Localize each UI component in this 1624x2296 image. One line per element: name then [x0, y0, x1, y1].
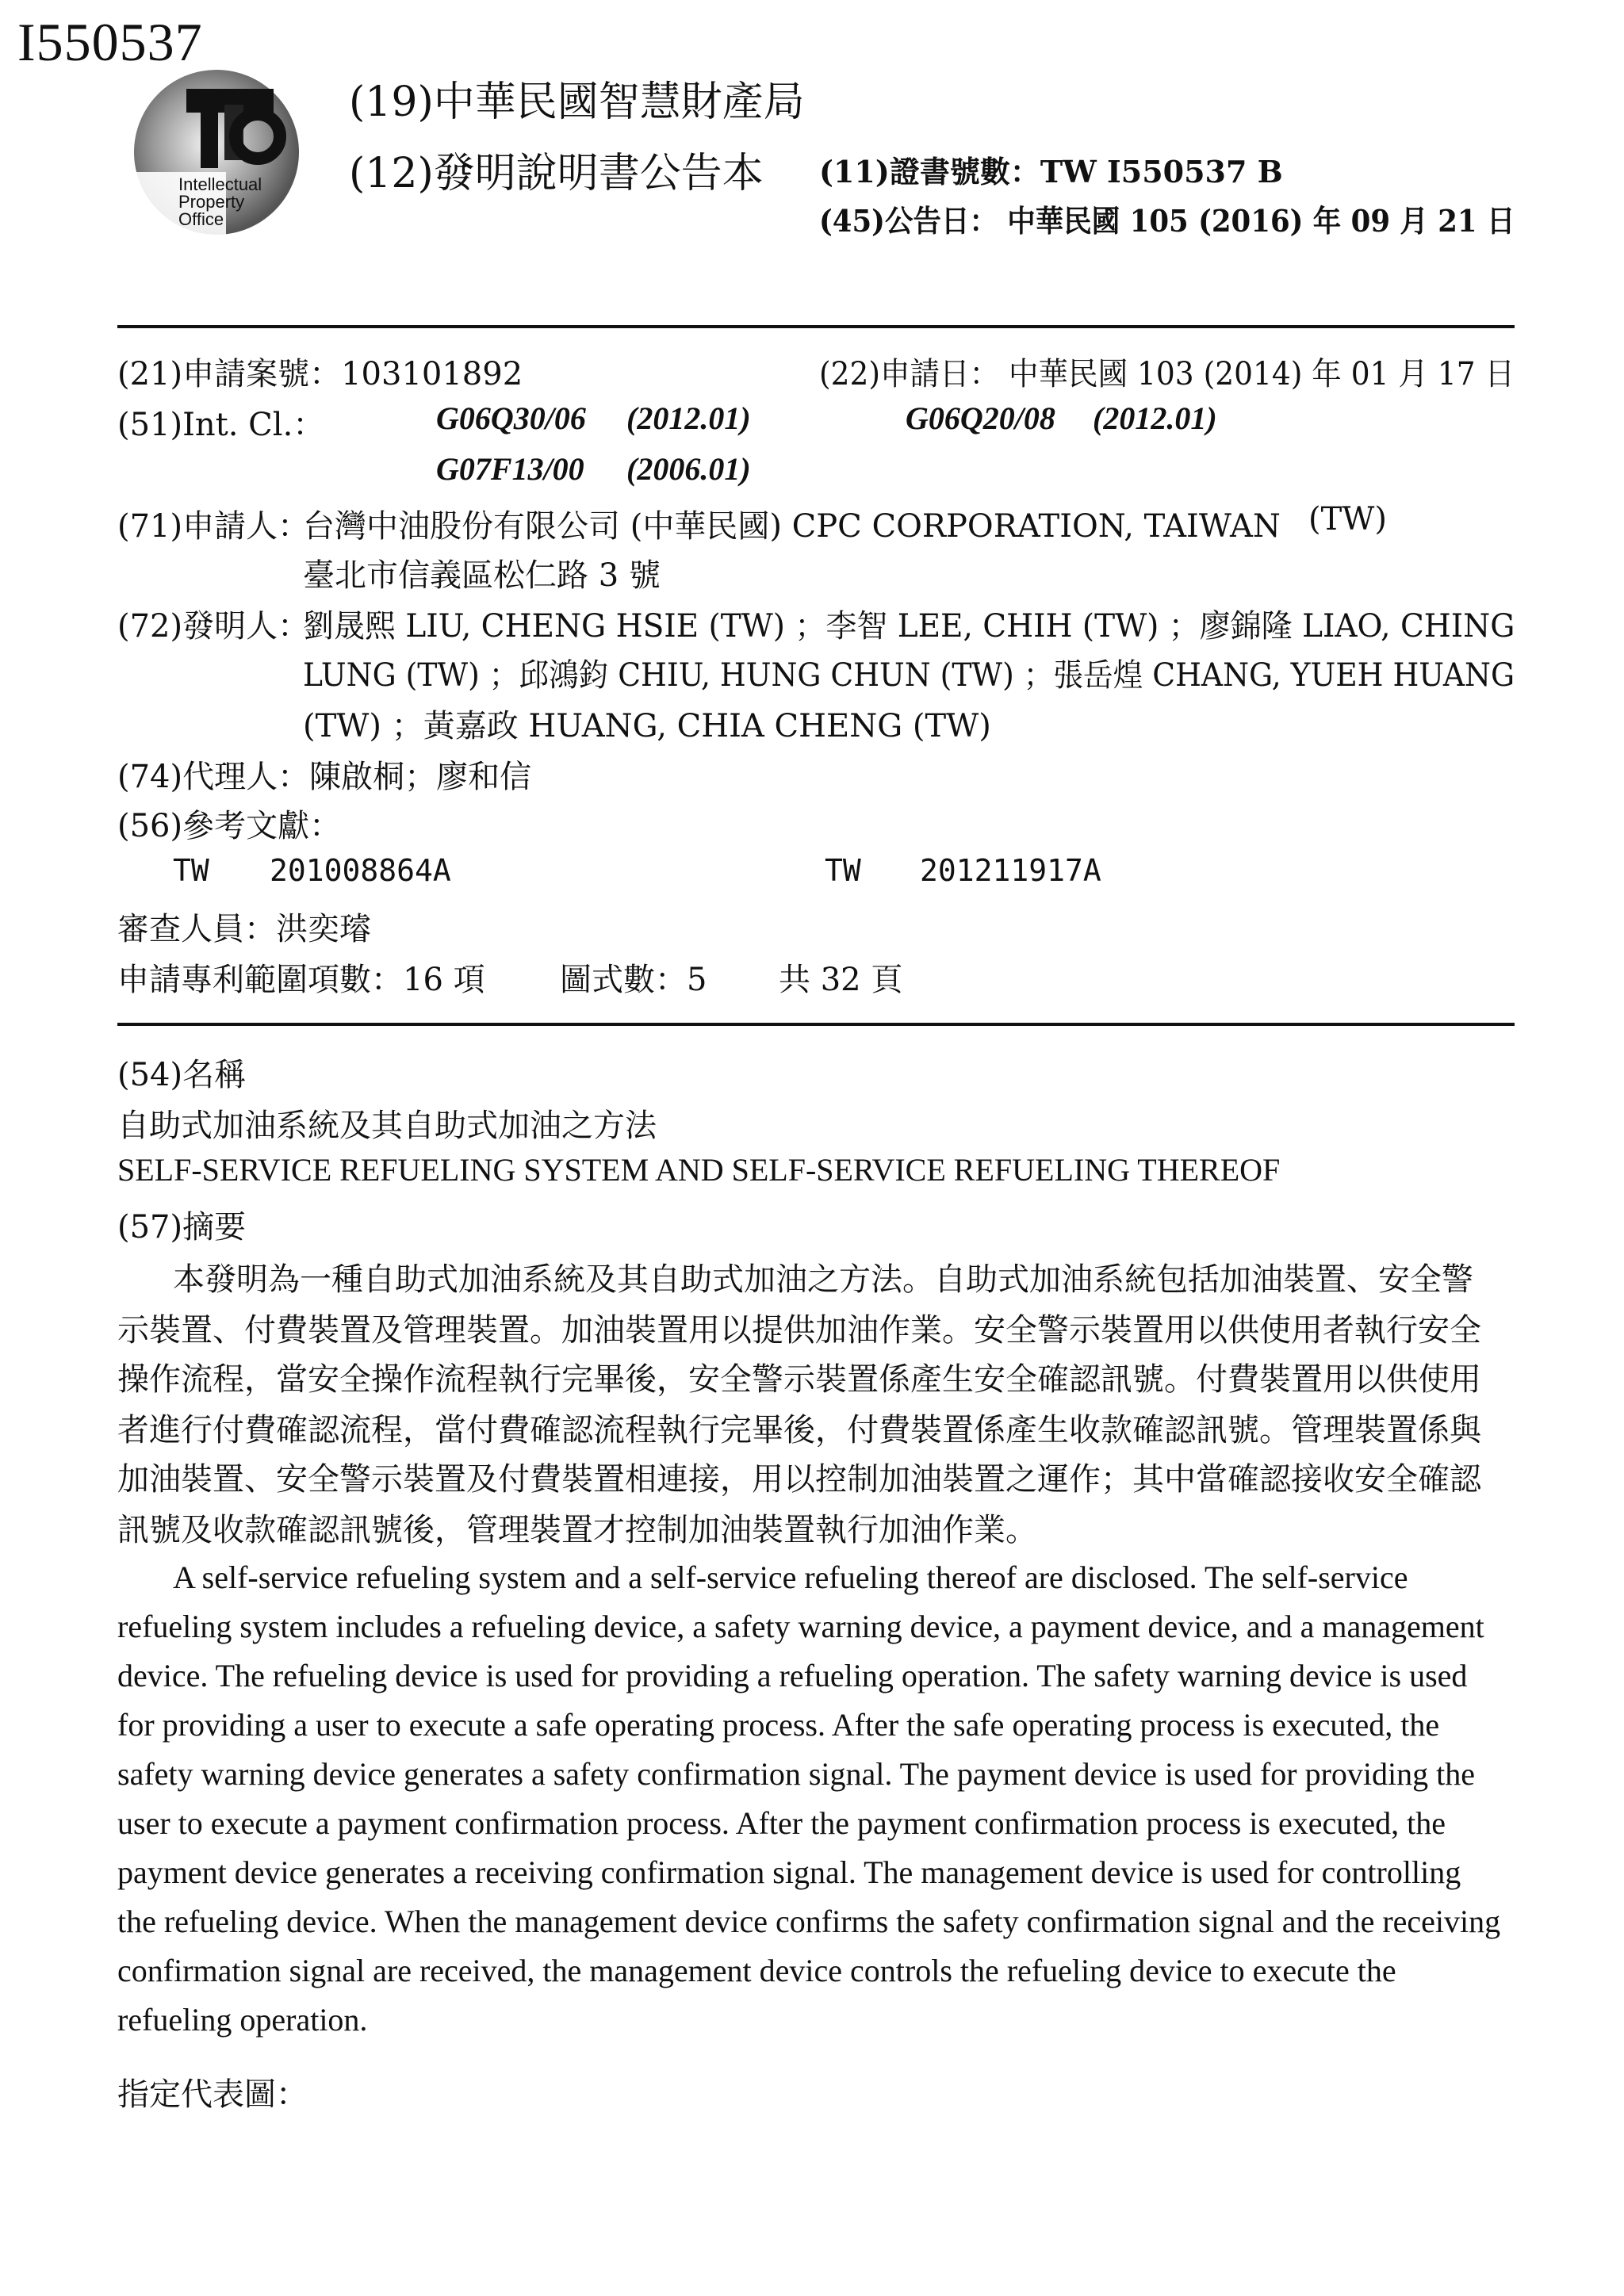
- reference-2-country: TW: [825, 853, 861, 888]
- abstract-zh-line-2: 示裝置、付費裝置及管理裝置。加油裝置用以提供加油作業。安全警示裝置用以供使用者執行安全: [117, 1312, 1481, 1349]
- logo-caption-line-1: Intellectual: [178, 174, 262, 194]
- title-english: SELF-SERVICE REFUELING SYSTEM AND SELF-SERVICE REFUELING THEREOF: [117, 1152, 1281, 1188]
- intcl-version-1: (2012.01): [626, 400, 751, 436]
- intcl-version-2: (2012.01): [1093, 400, 1217, 436]
- applicant-label: (71)申請人：: [117, 508, 310, 545]
- abstract-zh-line-5: 加油裝置、安全警示裝置及付費裝置相連接，用以控制加油裝置之運作；其中當確認接收安全確認: [117, 1461, 1481, 1498]
- abstract-en-line-3: device. The refueling device is used for providing a refueling operation. The safety warning device is used: [117, 1658, 1468, 1693]
- inventor-line-1: 劉晟熙 LIU, CHENG HSIE (TW) ；李智 LEE, CHIH (TW) ；廖錦隆 LIAO, CHING: [303, 608, 1515, 645]
- document-type: (12)發明說明書公告本: [349, 150, 764, 197]
- abstract-zh-line-4: 者進行付費確認流程，當付費確認流程執行完畢後，付費裝置係產生收款確認訊號。管理裝置係與: [117, 1412, 1481, 1448]
- abstract-label-text: (57)摘要: [117, 1209, 247, 1246]
- abstract-zh-line-1: 本發明為一種自助式加油系統及其自助式加油之方法。自助式加油系統包括加油裝置、安全警: [173, 1261, 1473, 1298]
- applicant-name: 台灣中油股份有限公司 (中華民國) CPC CORPORATION, TAIWAN: [303, 508, 1281, 545]
- abstract-en-line-5: safety warning device generates a safety confirmation signal. The payment device is used for providing the: [117, 1756, 1476, 1792]
- inventor-label: (72)發明人：: [117, 608, 310, 645]
- ipo-logo-emblem-icon: [131, 57, 313, 243]
- abstract-en-line-6: user to execute a payment confirmation process. After the payment confirmation process is executed, the: [117, 1805, 1446, 1841]
- abstract-en-line-1: A self-service refueling system and a self-service refueling thereof are disclosed. The self-service: [173, 1559, 1408, 1595]
- inventor-line-3: (TW) ；黃嘉政 HUANG, CHIA CHENG (TW): [303, 708, 991, 744]
- representative-figure-label: 指定代表圖：: [117, 2076, 308, 2113]
- abstract-en-line-8: the refueling device. When the management device confirms the safety confirmation signal and the receiving: [117, 1904, 1501, 1939]
- middle-divider: [117, 1023, 1515, 1026]
- ipo-logo: [131, 57, 313, 243]
- application-date: (22)申請日： 中華民國 103 (2014) 年 01 月 17 日: [819, 356, 1515, 392]
- certificate-number: (11)證書號數：TW I550537 B: [819, 154, 1283, 189]
- office-name: (19)中華民國智慧財產局: [349, 78, 805, 126]
- top-divider: [117, 325, 1515, 328]
- reference-1-country: TW: [173, 853, 209, 888]
- pages-count: 共 32 頁: [779, 962, 903, 998]
- abstract-en-line-10: refueling operation.: [117, 2002, 368, 2038]
- intcl-version-3: (2006.01): [626, 451, 751, 487]
- intcl-code-3: G07F13/00: [436, 451, 584, 487]
- abstract-en-line-2: refueling system includes a refueling device, a safety warning device, a payment device, and a management: [117, 1609, 1484, 1644]
- intcl-code-1: G06Q30/06: [436, 400, 586, 436]
- reference-1-number: 201008864A: [270, 853, 451, 888]
- agent: (74)代理人：陳啟桐；廖和信: [117, 759, 532, 795]
- reference-2-number: 201211917A: [920, 853, 1101, 888]
- references-label: (56)參考文獻：: [117, 808, 342, 844]
- abstract-en-line-9: confirmation signal are received, the management device controls the refueling device to execute the: [117, 1953, 1396, 1988]
- claims-count: 申請專利範圍項數：16 項: [117, 962, 485, 998]
- inventor-line-2: LUNG (TW) ；邱鴻鈞 CHIU, HUNG CHUN (TW) ；張岳煌 CHANG, YUEH HUANG: [303, 657, 1515, 694]
- title-label: (54)名稱: [117, 1057, 247, 1093]
- title-chinese: 自助式加油系統及其自助式加油之方法: [117, 1108, 657, 1144]
- abstract-en-line-4: for providing a user to execute a safe operating process. After the safe operating process is executed, the: [117, 1707, 1440, 1743]
- abstract-zh-line-3: 操作流程，當安全操作流程執行完畢後，安全警示裝置係產生安全確認訊號。付費裝置用以供使用: [117, 1361, 1481, 1398]
- abstract-zh-line-6: 訊號及收款確認訊號後，管理裝置才控制加油裝置執行加油作業。: [117, 1512, 1037, 1548]
- logo-caption-line-2: Property: [178, 192, 245, 212]
- logo-caption-line-3: Office: [178, 209, 224, 229]
- intcl-label: (51)Int. Cl.：: [117, 407, 325, 443]
- figures-count: 圖式數：5: [560, 962, 707, 998]
- examiner: 審查人員：洪奕璿: [117, 911, 371, 947]
- publication-date: (45)公告日： 中華民國 105 (2016) 年 09 月 21 日: [819, 203, 1515, 239]
- application-number: (21)申請案號：103101892: [117, 356, 523, 392]
- applicant-country: (TW): [1308, 501, 1388, 538]
- document-number: I550537: [17, 12, 203, 72]
- abstract-en-line-7: payment device generates a receiving confirmation signal. The management device is used for controlling: [117, 1854, 1461, 1890]
- applicant-address: 臺北市信義區松仁路 3 號: [303, 557, 661, 594]
- intcl-code-2: G06Q20/08: [906, 400, 1055, 436]
